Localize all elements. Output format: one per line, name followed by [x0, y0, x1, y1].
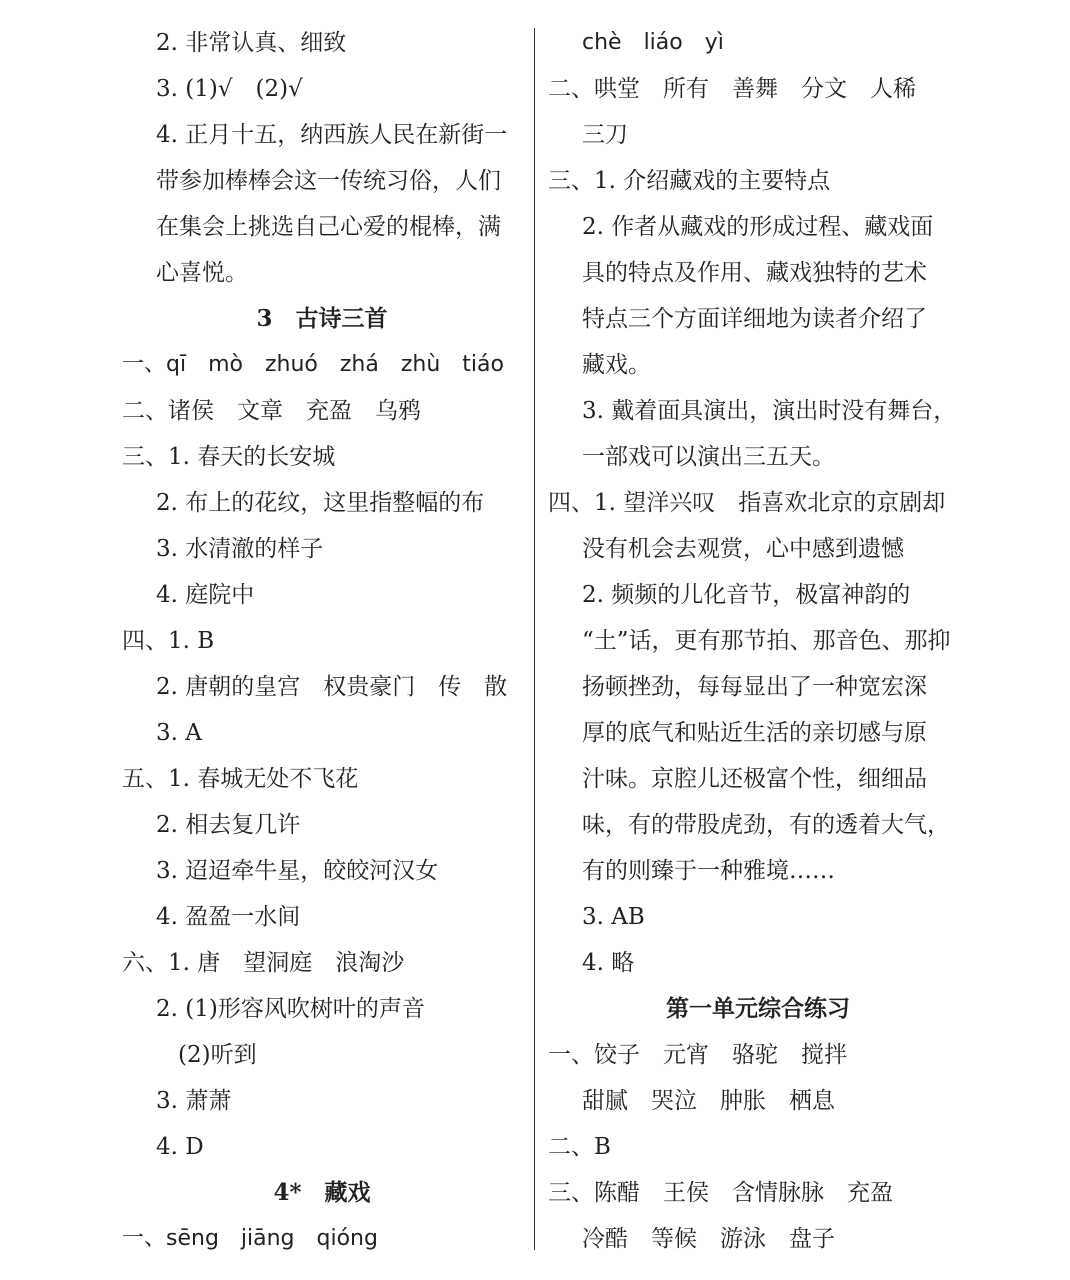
- section-heading: 4* 藏戏: [273, 1179, 371, 1206]
- answer-line: 六、1. 唐 望洞庭 浪淘沙: [122, 950, 405, 976]
- answer-line: 三刀: [582, 122, 628, 148]
- answer-line: 二、B: [548, 1134, 611, 1160]
- answer-line: 4. 盈盈一水间: [156, 904, 301, 930]
- answer-line: 一、饺子 元宵 骆驼 搅拌: [548, 1042, 847, 1068]
- answer-line: 2. 作者从藏戏的形成过程、藏戏面: [582, 214, 934, 240]
- answer-line: 四、1. 望洋兴叹 指喜欢北京的京剧却: [548, 490, 946, 516]
- answer-line: 3. 迢迢牵牛星，皎皎河汉女: [156, 858, 439, 884]
- answer-line: 甜腻 哭泣 肿胀 栖息: [582, 1088, 835, 1114]
- answer-line: chè liáo yì: [582, 30, 724, 55]
- answer-line: 2. 非常认真、细致: [156, 30, 347, 56]
- answer-line: 具的特点及作用、藏戏独特的艺术: [582, 260, 927, 286]
- answer-line: 二、哄堂 所有 善舞 分文 人稀: [548, 76, 916, 102]
- answer-line: 厚的底气和贴近生活的亲切感与原: [582, 720, 927, 746]
- answer-line: 4. 正月十五，纳西族人民在新街一: [156, 122, 508, 148]
- answer-line: 4. 庭院中: [156, 582, 255, 608]
- answer-line: 2. 唐朝的皇宫 权贵豪门 传 散: [156, 674, 508, 700]
- answer-line: (2)听到: [178, 1042, 257, 1068]
- answer-line: 在集会上挑选自己心爱的棍棒，满: [156, 214, 501, 240]
- answer-line: 没有机会去观赏，心中感到遗憾: [582, 536, 904, 562]
- answer-line: 三、1. 春天的长安城: [122, 444, 336, 470]
- answer-line: 一、sēng jiāng qióng: [122, 1226, 378, 1251]
- answer-line: 味，有的带股虎劲，有的透着大气，: [582, 812, 950, 838]
- column-divider: [534, 28, 535, 1250]
- answer-line: 3. 水清澈的样子: [156, 536, 324, 562]
- answer-line: 五、1. 春城无处不飞花: [122, 766, 359, 792]
- answer-line: 3. 戴着面具演出，演出时没有舞台，: [582, 398, 957, 424]
- answer-line: 3. (1)√ (2)√: [156, 76, 303, 102]
- answer-line: 特点三个方面详细地为读者介绍了: [582, 306, 927, 332]
- answer-line: 2. 相去复几许: [156, 812, 301, 838]
- answer-line: 3. AB: [582, 904, 645, 930]
- answer-line: 三、陈醋 王侯 含情脉脉 充盈: [548, 1180, 893, 1206]
- answer-line: 2. 频频的儿化音节，极富神韵的: [582, 582, 911, 608]
- answer-line: 二、诸侯 文章 充盈 乌鸦: [122, 398, 421, 424]
- answer-line: 2. 布上的花纹，这里指整幅的布: [156, 490, 485, 516]
- answer-line: 带参加棒棒会这一传统习俗，人们: [156, 168, 501, 194]
- answer-line: 四、1. B: [122, 628, 215, 654]
- left-column: [122, 20, 522, 1262]
- answer-line: 3. 萧萧: [156, 1088, 232, 1114]
- answer-line: 3. A: [156, 720, 202, 746]
- answer-line: 三、1. 介绍藏戏的主要特点: [548, 168, 831, 194]
- answer-line: “土”话，更有那节拍、那音色、那抑: [582, 628, 951, 654]
- right-column: [548, 20, 968, 1262]
- answer-line: 藏戏。: [582, 352, 651, 378]
- answer-line: 有的则臻于一种雅境……: [582, 858, 835, 884]
- answer-line: 一部戏可以演出三五天。: [582, 444, 835, 470]
- section-heading: 3 古诗三首: [256, 305, 388, 332]
- section-heading: 第一单元综合练习: [666, 995, 850, 1022]
- answer-line: 4. D: [156, 1134, 204, 1160]
- answer-line: 4. 略: [582, 950, 635, 976]
- answer-line: 汁味。京腔儿还极富个性，细细品: [582, 766, 927, 792]
- answer-line: 2. (1)形容风吹树叶的声音: [156, 996, 425, 1022]
- answer-line: 冷酷 等候 游泳 盘子: [582, 1226, 835, 1252]
- answer-line: 一、qī mò zhuó zhá zhù tiáo: [122, 352, 504, 377]
- answer-line: 心喜悦。: [156, 260, 248, 286]
- answer-line: 扬顿挫劲，每每显出了一种宽宏深: [582, 674, 927, 700]
